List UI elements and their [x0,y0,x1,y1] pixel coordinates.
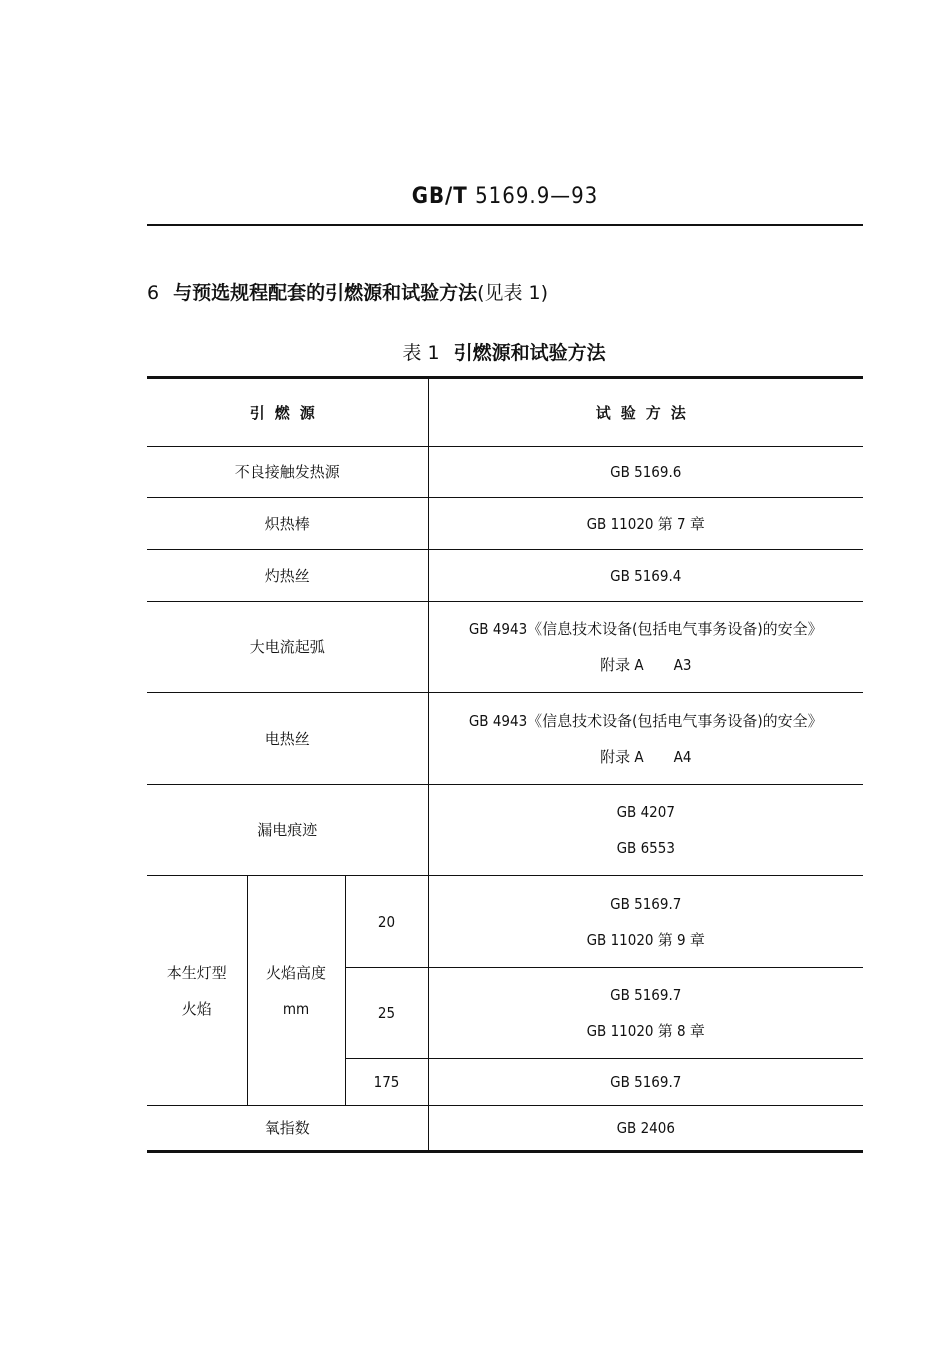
table-header-row [147,378,863,447]
method-line: 附录 A A4 [600,747,692,766]
method-line: GB 5169.7 [610,986,682,1004]
flame-height-value: 20 [345,876,428,968]
header-test-method: 试验方法 [428,378,863,447]
method-line: 附录 A A3 [600,656,692,674]
table-caption-title: 引燃源和试验方法 [453,342,606,364]
source-cell: 电热丝 [147,693,428,785]
bunsen-flame-label [147,876,247,1106]
method-cell: GB 11020 第 7 章 [428,498,863,550]
source-cell: 灼热丝 [147,550,428,602]
section-title-text: 与预选规程配套的引燃源和试验方法 [173,282,478,304]
method-line: GB 4943《信息技术设备(包括电气事务设备)的安全》 [468,620,823,638]
table-caption [0,338,950,365]
table-row [147,1106,863,1152]
table-row [147,447,863,498]
header-rule [147,224,863,226]
table-caption-label: 表 1 [402,342,440,364]
method-cell [428,785,863,876]
source-cell: 氧指数 [147,1106,428,1152]
bunsen-label-line: 火焰 [181,999,212,1018]
method-cell: GB 5169.6 [428,447,863,498]
document-header [0,184,950,209]
section-table-ref: (见表 1) [477,282,549,304]
table-row [147,876,863,968]
method-cell: GB 5169.7 [428,1059,863,1106]
section-number: 6 [147,282,160,304]
method-cell [428,876,863,968]
method-line: GB 4943《信息技术设备(包括电气事务设备)的安全》 [468,711,823,730]
flame-height-value: 25 [345,968,428,1059]
flame-height-line: 火焰高度 [265,963,326,982]
method-line: GB 11020 第 9 章 [586,930,705,949]
method-line: GB 6553 [616,839,675,857]
method-cell [428,602,863,693]
header-ignition-source: 引燃源 [147,378,428,447]
flame-height-label [247,876,345,1106]
flame-height-value: 175 [345,1059,428,1106]
source-cell: 不良接触发热源 [147,447,428,498]
section-heading [147,278,548,305]
standard-prefix: GB/T [411,184,468,209]
table-row [147,602,863,693]
ignition-source-table [147,376,863,1153]
method-cell: GB 2406 [428,1106,863,1152]
method-cell [428,693,863,785]
method-cell [428,968,863,1059]
method-cell: GB 5169.4 [428,550,863,602]
standard-number: 5169.9—93 [475,184,599,209]
method-line: GB 5169.7 [610,894,682,913]
source-cell: 漏电痕迹 [147,785,428,876]
method-line: GB 11020 第 8 章 [586,1022,705,1040]
table-row [147,693,863,785]
source-cell: 大电流起弧 [147,602,428,693]
bunsen-label-line: 本生灯型 [166,963,227,982]
source-cell: 炽热棒 [147,498,428,550]
table-row [147,785,863,876]
flame-height-unit: mm [282,999,310,1018]
method-line: GB 4207 [616,803,675,821]
table-row [147,550,863,602]
table-row [147,498,863,550]
